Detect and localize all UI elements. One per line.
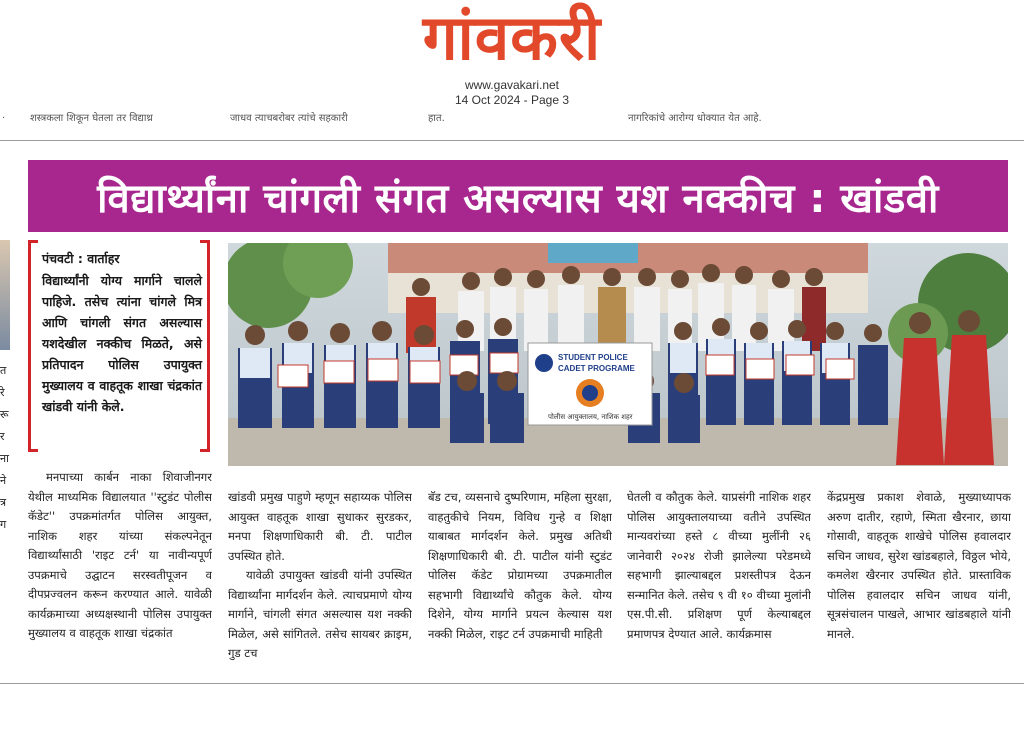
adjacent-photo-fragment [0, 240, 10, 350]
edge-glyph: ना [0, 452, 9, 465]
edge-glyph: र [0, 430, 5, 443]
edge-glyph: त [0, 364, 7, 377]
body-column-1: मनपाच्या कार्बन नाका शिवाजीनगर येथील माध्यमिक विद्यालयात ''स्टुडंट पोलीस कॅडेट'' उपक्रमांतर्गत पोलिस आयुक्त, नाशिक शहर यांच्या संकल्पनेतून विद्यार्थ्यांसाठी 'राइट टर्न' या नावीन्यपूर्ण उपक्रमाचे उद्घाटन सरस्वतीपूजन व दीपप्रज्वलन करून करण्यात आले. यावेळी कार्यक्रमाच्या अध्यक्षस्थानी पोलिस उपायुक्त मुख्यालय व वाहतूक शाखा चंद्रकांत [28, 470, 212, 640]
previous-article-strip [0, 110, 1024, 126]
edition-date-page: 14 Oct 2024 - Page 3 [454, 93, 570, 107]
strip-fragment: हात. [428, 113, 445, 124]
event-photo-illustration [228, 243, 1008, 466]
banner-caption: पोलीस आयुक्तालय, नाशिक शहर [548, 413, 633, 421]
event-photo [228, 243, 1008, 466]
strip-fragment: शस्त्रकला शिकून घेतला तर विद्याथ्र [30, 113, 153, 124]
edge-glyph: रे [0, 386, 5, 399]
banner-line1: STUDENT POLICE [558, 353, 628, 362]
edge-glyph: रू [0, 408, 9, 421]
paragraph: खांडवी प्रमुख पाहुणे म्हणून सहाय्यक पोलिस आयुक्त वाहतूक शाखा सुधाकर सुरडकर, मनपा शिक्षणाधिकारी बी. टी. पाटील उपस्थित होते. [228, 490, 412, 563]
top-divider [0, 140, 1024, 141]
newspaper-url[interactable]: www.gavakari.net [464, 78, 560, 92]
masthead [0, 0, 1024, 112]
edge-glyph: ने [0, 474, 7, 487]
body-column-4: घेतली व कौतुक केले. याप्रसंगी नाशिक शहर पोलिस आयुक्तालयाच्या वतीने उपस्थित मान्यवरांच्या हस्ते ८ वीच्या मुलींनी २६ जानेवारी २०२४ रोजी झालेल्या परेडमध्ये सहभागी झाल्याबद्दल प्रशस्तीपत्र देऊन सन्मानित केले. तसेच ९ वी १० वीच्या मुलांनी एस.पी.सी. प्रशिक्षण पूर्ण केल्याबद्दल प्रमाणपत्र देण्यात आले. कार्यक्रमास [627, 490, 811, 641]
body-column-2 [228, 488, 412, 668]
left-bracket [28, 240, 38, 452]
headline: विद्यार्थ्यांना चांगली संगत असल्यास यश नक्कीच : खांडवी [97, 175, 939, 222]
paragraph: यावेळी उपायुक्त खांडवी यांनी उपस्थित विद्यार्थ्यांना मार्गदर्शन केले. त्याचप्रमाणे योग्य मार्गाने, चांगली संगत असल्यास यश नक्की मिळेल, असे सांगितले. तसेच सायबर क्राइम, गुड टच [228, 568, 412, 660]
newspaper-title: गांवकरी [422, 1, 602, 74]
dateline: पंचवटी : वार्ताहर [42, 251, 120, 266]
body-column-3: बॅड टच, व्यसनाचे दुष्परिणाम, महिला सुरक्षा, वाहतुकीचे नियम, विविध गुन्हे व शिक्षा याबाबत मार्गदर्शन केले. प्रमुख अतिथी शिक्षणाधिकारी बी. टी. पाटील यांनी स्टुडंट पोलिस कॅडेट प्रोग्रामच्या उपक्रमातील सहभागी विद्यार्थ्यांचे कौतुक केले. योग्य दिशेने, योग्य मार्गाने प्रयत्न केल्यास यश नक्की मिळेल, राइट टर्न उपक्रमाची माहिती [428, 490, 612, 641]
strip-fragment: . [2, 110, 6, 121]
intro-box [28, 240, 210, 452]
adjacent-article-edge [0, 240, 14, 660]
headline-banner [28, 160, 1008, 232]
banner-line2: CADET PROGRAME [558, 364, 635, 373]
intro-paragraph: विद्यार्थ्यांनी योग्य मार्गाने चालले पाहिजे. तसेच त्यांना चांगले मित्र आणि चांगली संगत असल्यास यशदेखील नक्कीच मिळते, असे प्रतिपादन पोलिस उपायुक्त मुख्यालय व वाहतूक शाखा चंद्रकांत खांडवी यांनी केले. [42, 273, 202, 414]
edge-glyph: त्र [0, 496, 7, 509]
bottom-divider [0, 683, 1024, 684]
strip-fragment: जाधव त्याचबरोबर त्यांचे सहकारी [230, 113, 348, 124]
edge-glyph: ग [0, 518, 7, 531]
strip-fragment: नागरिकांचे आरोग्य धोक्यात येत आहे. [628, 113, 762, 124]
body-column-5: केंद्रप्रमुख प्रकाश शेवाळे, मुख्याध्यापक अरुण दातीर, रहाणे, स्मिता खैरनार, छाया गोसावी, वाहतूक शाखेचे पोलिस हवालदार सचिन जाधव, सुरेश खांडबहाले, विठ्ठल भोये, कमलेश खैरनार उपस्थित होते. प्रास्ताविक पोलिस हवालदार सचिन जाधव यांनी, सूत्रसंचालन पाखले, आभार खांडबहाले यांनी मानले. [827, 490, 1011, 641]
